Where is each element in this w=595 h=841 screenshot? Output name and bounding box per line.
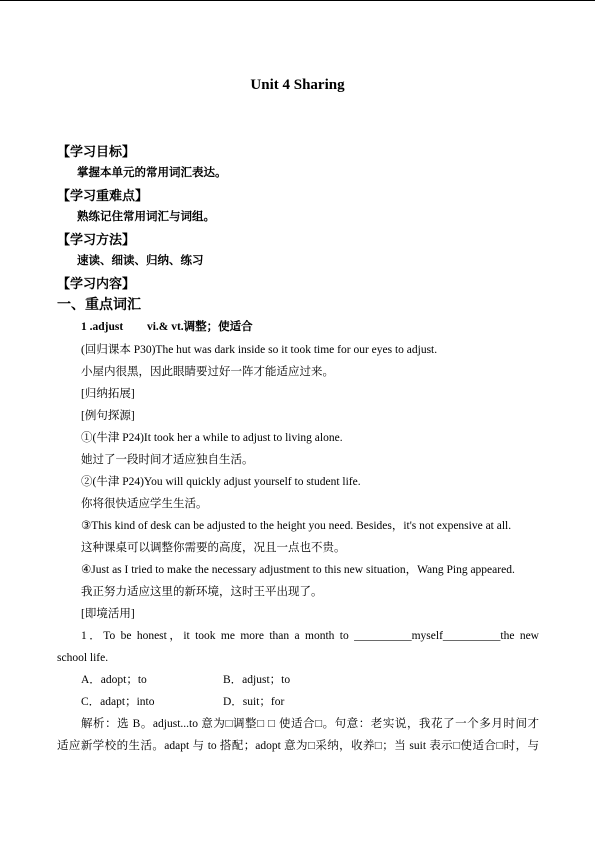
example-2: ②(牛津 P24)You will quickly adjust yourself to student life. [81,476,361,488]
practice-label: [即境活用] [81,608,135,620]
expand-label: [归纳拓展] [81,388,135,400]
question-1-line-1: 1．To be honest，it took me more than a month to __________myself__________the new [81,630,539,642]
vocab-pos: vi.& vt.调整；使适合 [146,321,253,333]
example-4: ④Just as I tried to make the necessary adjustment to this new situation，Wang Ping appeared. [81,564,515,576]
example-3: ③This kind of desk can be adjusted to the height you need. Besides，it's not expensive at all. [81,520,512,532]
example-label: [例句探源] [81,410,135,422]
source-sentence: (回归课本 P30)The hut was dark inside so it took time for our eyes to adjust. [81,344,438,356]
part-one-heading: 一、重点词汇 [57,298,141,313]
option-a: A．adopt；to [81,674,147,686]
option-d: D．suit；for [223,696,285,708]
method-text: 速读、细读、归纳、练习 [77,255,204,267]
example-2-translation: 你将很快适应学生生活。 [81,498,208,510]
key-text: 熟练记住常用词汇与词组。 [77,211,215,223]
goal-heading: 【学习目标】 [57,144,136,159]
example-1: ①(牛津 P24)It took her a while to adjust to living alone. [81,432,343,444]
analysis-line-1: 解析：选 B。adjust...to 意为□调整□ □ 使适合□。句意：老实说，我花了一个多月时间才 [81,718,539,730]
question-1-line-2: school life. [57,652,109,664]
goal-text: 掌握本单元的常用词汇表达。 [77,167,227,179]
top-rule [0,0,595,1]
content-heading: 【学习内容】 [57,276,136,291]
example-1-translation: 她过了一段时间才适应独自生活。 [81,454,254,466]
option-b: B．adjust；to [223,674,291,686]
page-title: Unit 4 Sharing [250,77,345,93]
option-c: C．adapt；into [81,696,155,708]
example-4-translation: 我正努力适应这里的新环境，这时王平出现了。 [81,586,323,598]
vocab-word: 1 .adjust [81,321,124,333]
example-3-translation: 这种课桌可以调整你需要的高度，况且一点也不贵。 [81,542,346,554]
analysis-line-2: 适应新学校的生活。adapt 与 to 搭配；adopt 意为□采纳，收养□；当 suit 表示□使适合□时，与 [57,740,539,752]
method-heading: 【学习方法】 [57,232,136,247]
source-translation: 小屋内很黑，因此眼睛要过好一阵才能适应过来。 [81,366,334,378]
key-heading: 【学习重难点】 [57,188,149,203]
vocab-entry [81,320,253,335]
